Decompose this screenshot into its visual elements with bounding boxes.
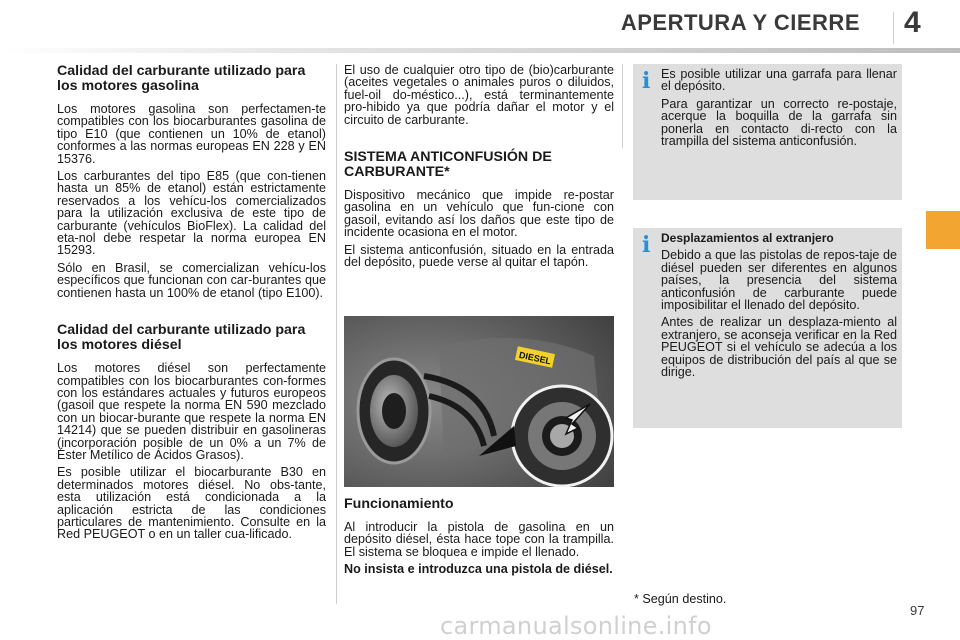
watermark: carmanualsonline.info <box>440 612 712 640</box>
paragraph: Los motores diésel son perfectamente compatibles con los biocarburantes con-formes con los estándares actuales y futuros europeos (gasoil que respete la norma EN 590 mezclado con un biocar-burante que respete la norma EN 14214) que se pueden distribuir en gasolineras (incorporación posible de un 0% a un 7% de Éster Metílico de Ácidos Grasos). <box>57 361 326 462</box>
paragraph: Para garantizar un correcto re-postaje, acerque la boquilla de la garrafa sin ponerla en contacto di-recto con la trampilla del sistema anticonfusión. <box>661 96 897 149</box>
info-box-travel-abroad <box>633 228 902 428</box>
info-box-jerrycan <box>633 64 902 200</box>
paragraph: El uso de cualquier otro tipo de (bio)carburante (aceites vegetales o animales puros o diluidos, fuel-oil do-méstico...), está terminantemente pro-hibido ya que podría dañar el motor y el circuito de carburante. <box>344 63 614 127</box>
column-middle <box>344 64 614 273</box>
paragraph: Es posible utilizar una garrafa para llenar el depósito. <box>661 67 897 94</box>
column-middle-lower <box>344 497 614 581</box>
fuel-filler-photo <box>344 316 614 487</box>
paragraph: Dispositivo mecánico que impide re-postar gasolina en un vehículo que fun-cione con gasoil, evitando así los daños que este tipo de incidente ocasiona en el motor. <box>344 188 614 240</box>
heading-gasoline-fuel: Calidad del carburante utilizado para los motores gasolina <box>57 63 306 94</box>
chapter-side-tab <box>926 211 960 249</box>
chapter-separator <box>893 12 894 44</box>
header-rule <box>0 48 960 53</box>
info-text <box>661 68 897 152</box>
info-icon: i <box>642 68 651 94</box>
page-title: APERTURA Y CIERRE <box>620 10 860 35</box>
paragraph: Los carburantes del tipo E85 (que con-tienen hasta un 85% de etanol) están estrictamente reservados a los vehícu-los comercializados para la utilización exclusiva de este tipo de carburante (vehículos BioFlex). La calidad del eta-nol debe respetar la norma europea EN 15293. <box>57 169 326 258</box>
info-text <box>661 232 897 383</box>
footnote: * Según destino. <box>634 592 727 606</box>
column-divider <box>336 64 337 604</box>
paragraph-warning: No insista e introduzca una pistola de diésel. <box>344 562 613 577</box>
paragraph: Es posible utilizar el biocarburante B30 en determinados motores diésel. No obs-tante, esta utilización está condicionada a la aplicación estricta de las condiciones particulares de mantenimiento. Consulte en la Red PEUGEOT o en un taller cua-lificado. <box>57 465 326 542</box>
heading-misfuel-system: SISTEMA ANTICONFUSIÓN DE CARBURANTE* <box>344 149 552 181</box>
heading-operation: Funcionamiento <box>344 496 454 512</box>
heading-diesel-fuel: Calidad del carburante utilizado para los motores diésel <box>57 322 306 354</box>
chapter-number: 4 <box>904 6 921 39</box>
paragraph: Sólo en Brasil, se comercializan vehícu-los específicos que funcionan con car-burantes que contienen hasta un 100% de etanol (tipo E100). <box>57 260 326 300</box>
paragraph: Debido a que las pistolas de repos-taje de diésel pueden ser diferentes en algunos países, la presencia del sistema anticonfusión de carburante puede imposibilitar el llenado del depósito. <box>661 248 897 313</box>
info-title: Desplazamientos al extranjero <box>661 231 834 245</box>
fuel-filler-illustration <box>344 316 614 487</box>
paragraph: Los motores gasolina son perfectamen-te compatibles con los biocarburantes gasolina de tipo E10 (que contienen un 10% de etanol) conformes a las normas europeas EN 228 y EN 15376. <box>57 102 326 166</box>
column-divider-right <box>622 64 623 148</box>
paragraph: Antes de realizar un desplaza-miento al extranjero, se aconseja verificar en la Red PEUGEOT si el vehículo se adecúa a los equipos de distribución del país al que se dirige. <box>661 315 897 380</box>
paragraph: El sistema anticonfusión, situado en la entrada del depósito, puede verse al quitar el tapón. <box>344 242 614 270</box>
info-icon: i <box>642 232 651 258</box>
column-left <box>57 64 326 546</box>
paragraph: Al introducir la pistola de gasolina en un depósito diésel, ésta hace tope con la trampilla. El sistema se bloquea e impide el llenado. <box>344 520 614 559</box>
page-number: 97 <box>910 603 925 618</box>
diesel-label: DIESEL <box>518 349 552 367</box>
